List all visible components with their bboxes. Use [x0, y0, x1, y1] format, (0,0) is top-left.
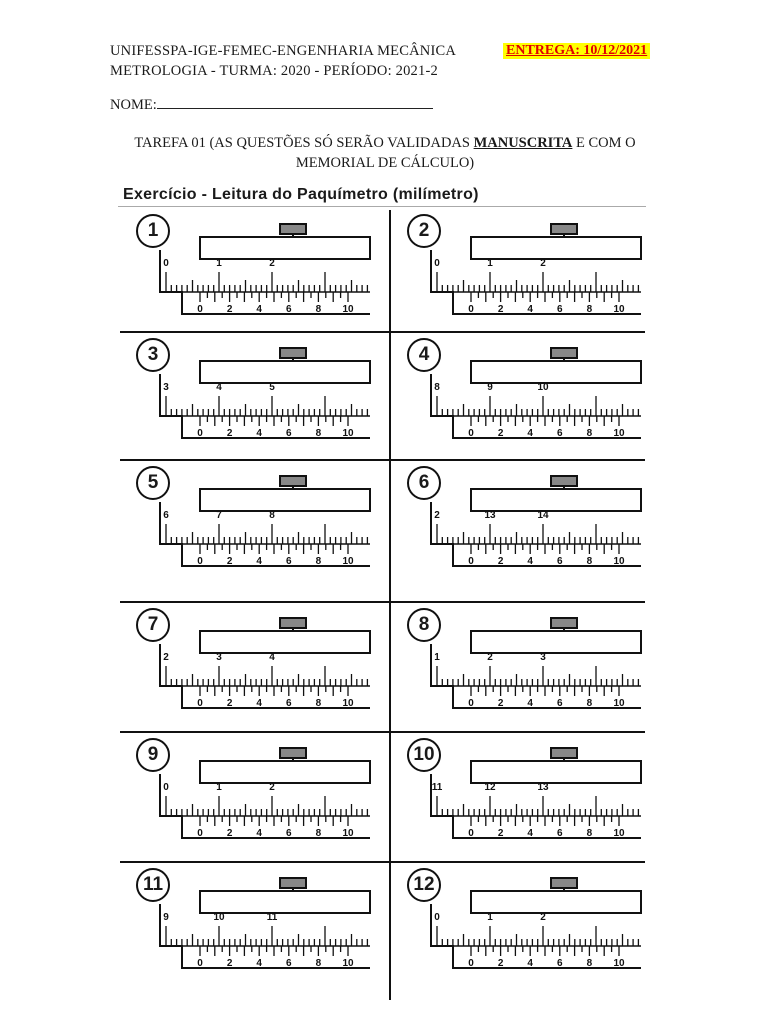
- vernier-scale-label: 10: [342, 958, 354, 969]
- vernier-scale-label: 10: [342, 828, 354, 839]
- vernier-scale-label: 6: [557, 304, 563, 315]
- main-scale-label: 12: [484, 782, 496, 793]
- exercise-number: 10: [407, 738, 441, 772]
- caliper-slider: [471, 237, 641, 259]
- exercise-10: [393, 736, 648, 858]
- vernier-scale-label: 2: [497, 698, 504, 709]
- main-scale-label: 4: [216, 382, 222, 393]
- main-scale-label: 2: [163, 652, 169, 663]
- caliper-drawing: [122, 866, 377, 988]
- exercise-number: 8: [407, 608, 441, 642]
- vernier-scale-label: 10: [342, 428, 354, 439]
- main-scale-label: 9: [487, 382, 493, 393]
- caliper-slider: [200, 489, 370, 511]
- task-text-1: TAREFA 01 (AS QUESTÕES SÓ SERÃO VALIDADAS: [134, 135, 474, 151]
- header-line-1: UNIFESSPA-IGE-FEMEC-ENGENHARIA MECÂNICA: [110, 43, 457, 59]
- vernier-scale-label: 2: [226, 698, 233, 709]
- main-scale-label: 9: [163, 912, 169, 923]
- main-scale-label: 8: [269, 510, 275, 521]
- caliper-slider: [471, 761, 641, 783]
- caliper-slider: [200, 631, 370, 653]
- vernier-scale-label: 8: [586, 828, 593, 839]
- vernier-scale-label: 6: [286, 828, 292, 839]
- main-scale-label: 0: [434, 258, 440, 269]
- main-scale-label: 2: [540, 912, 546, 923]
- vernier-scale-label: 4: [256, 556, 262, 567]
- vernier-scale-label: 8: [586, 304, 593, 315]
- vernier-scale-label: 0: [468, 698, 474, 709]
- vernier-scale-label: 4: [527, 428, 533, 439]
- vernier-scale-label: 6: [286, 428, 292, 439]
- vernier-scale-label: 2: [497, 958, 504, 969]
- vernier-scale-label: 4: [527, 958, 533, 969]
- vernier-scale-label: 8: [315, 698, 322, 709]
- exercise-5: [122, 464, 377, 586]
- main-scale-label: 1: [487, 258, 493, 269]
- lock-screw-icon: [551, 224, 577, 234]
- caliper-drawing: [393, 212, 648, 334]
- vernier-scale-label: 8: [315, 556, 322, 567]
- lock-screw-icon: [280, 878, 306, 888]
- main-scale-label: 2: [434, 510, 440, 521]
- vernier-scale-label: 2: [226, 428, 233, 439]
- lock-screw-icon: [551, 618, 577, 628]
- caliper-slider: [200, 361, 370, 383]
- exercise-number: 7: [136, 608, 170, 642]
- vernier-scale-label: 2: [497, 556, 504, 567]
- caliper-slider: [471, 631, 641, 653]
- vernier-scale-label: 10: [613, 958, 625, 969]
- vernier-scale-label: 6: [557, 428, 563, 439]
- vernier-scale-label: 4: [256, 828, 262, 839]
- vernier-scale-label: 2: [497, 428, 504, 439]
- vernier-scale-label: 10: [342, 698, 354, 709]
- vernier-scale-label: 6: [557, 958, 563, 969]
- exercise-number: 9: [136, 738, 170, 772]
- main-scale-label: 2: [540, 258, 546, 269]
- main-scale-label: 10: [213, 912, 225, 923]
- vernier-scale-label: 10: [342, 556, 354, 567]
- vernier-scale-label: 0: [468, 304, 474, 315]
- vernier-scale-label: 8: [315, 304, 322, 315]
- vernier-scale-label: 6: [286, 556, 292, 567]
- caliper-drawing: [393, 606, 648, 728]
- caliper-drawing: [122, 464, 377, 586]
- main-scale-label: 2: [487, 652, 493, 663]
- sheet-title: Exercício - Leitura do Paquímetro (milímetro): [123, 186, 479, 203]
- vernier-scale-label: 6: [557, 556, 563, 567]
- vernier-scale-label: 4: [256, 958, 262, 969]
- deadline-badge: ENTREGA: 10/12/2021: [503, 43, 650, 59]
- main-scale-label: 4: [269, 652, 275, 663]
- vernier-scale-label: 0: [197, 428, 203, 439]
- vernier-scale-label: 0: [197, 958, 203, 969]
- name-label: NOME:: [110, 97, 157, 113]
- vernier-scale-label: 0: [197, 828, 203, 839]
- main-scale-label: 13: [537, 782, 549, 793]
- task-text-2: E COM O MEMORIAL DE CÁLCULO): [295, 135, 636, 171]
- exercise-8: [393, 606, 648, 728]
- lock-screw-icon: [551, 878, 577, 888]
- caliper-slider: [471, 361, 641, 383]
- exercise-number: 3: [136, 338, 170, 372]
- vernier-scale-label: 10: [342, 304, 354, 315]
- vernier-scale-label: 4: [527, 556, 533, 567]
- exercise-4: [393, 336, 648, 458]
- main-scale-label: 2: [269, 258, 275, 269]
- exercise-number: 5: [136, 466, 170, 500]
- main-scale-label: 13: [484, 510, 496, 521]
- vernier-scale-label: 4: [256, 698, 262, 709]
- vernier-scale-label: 6: [557, 698, 563, 709]
- caliper-drawing: [393, 866, 648, 988]
- main-scale-label: 1: [487, 912, 493, 923]
- lock-screw-icon: [280, 224, 306, 234]
- main-scale-label: 6: [163, 510, 169, 521]
- vernier-scale-label: 4: [256, 304, 262, 315]
- main-scale-label: 11: [266, 912, 278, 923]
- caliper-drawing: [393, 736, 648, 858]
- vernier-scale-label: 0: [468, 428, 474, 439]
- vernier-scale-label: 8: [586, 958, 593, 969]
- exercise-12: [393, 866, 648, 988]
- caliper-slider: [471, 891, 641, 913]
- caliper-drawing: [122, 212, 377, 334]
- vernier-scale-label: 8: [586, 428, 593, 439]
- vernier-scale-label: 8: [315, 958, 322, 969]
- vernier-scale-label: 0: [468, 556, 474, 567]
- vernier-scale-label: 0: [197, 304, 203, 315]
- exercise-2: [393, 212, 648, 334]
- lock-screw-icon: [280, 748, 306, 758]
- exercise-number: 4: [407, 338, 441, 372]
- vernier-scale-label: 2: [226, 828, 233, 839]
- vernier-scale-label: 4: [527, 698, 533, 709]
- vernier-scale-label: 2: [497, 828, 504, 839]
- main-scale-label: 11: [431, 782, 443, 793]
- main-scale-label: 10: [537, 382, 549, 393]
- main-scale-label: 14: [537, 510, 549, 521]
- caliper-drawing: [393, 464, 648, 586]
- exercise-1: [122, 212, 377, 334]
- vernier-scale-label: 8: [315, 428, 322, 439]
- caliper-drawing: [122, 336, 377, 458]
- exercise-11: [122, 866, 377, 988]
- exercise-number: 1: [136, 214, 170, 248]
- main-scale-label: 3: [163, 382, 169, 393]
- vernier-scale-label: 10: [613, 304, 625, 315]
- lock-screw-icon: [280, 348, 306, 358]
- caliper-slider: [200, 237, 370, 259]
- vernier-scale-label: 4: [527, 828, 533, 839]
- vernier-scale-label: 4: [256, 428, 262, 439]
- lock-screw-icon: [551, 348, 577, 358]
- vernier-scale-label: 2: [497, 304, 504, 315]
- vernier-scale-label: 10: [613, 828, 625, 839]
- caliper-drawing: [122, 606, 377, 728]
- exercise-number: 11: [136, 868, 170, 902]
- vernier-scale-label: 10: [613, 698, 625, 709]
- lock-screw-icon: [280, 476, 306, 486]
- vernier-scale-label: 2: [226, 958, 233, 969]
- vernier-scale-label: 6: [557, 828, 563, 839]
- vernier-scale-label: 4: [527, 304, 533, 315]
- main-scale-label: 7: [216, 510, 222, 521]
- vernier-scale-label: 8: [586, 556, 593, 567]
- lock-screw-icon: [551, 476, 577, 486]
- main-scale-label: 0: [163, 782, 169, 793]
- vernier-scale-label: 0: [197, 698, 203, 709]
- exercise-number: 12: [407, 868, 441, 902]
- vernier-scale-label: 0: [197, 556, 203, 567]
- vernier-scale-label: 6: [286, 304, 292, 315]
- main-scale-label: 1: [216, 258, 222, 269]
- exercise-number: 6: [407, 466, 441, 500]
- exercise-number: 2: [407, 214, 441, 248]
- exercise-9: [122, 736, 377, 858]
- main-scale-label: 0: [163, 258, 169, 269]
- vernier-scale-label: 2: [226, 304, 233, 315]
- main-scale-label: 3: [216, 652, 222, 663]
- main-scale-label: 3: [540, 652, 546, 663]
- caliper-drawing: [122, 736, 377, 858]
- lock-screw-icon: [551, 748, 577, 758]
- vernier-scale-label: 2: [226, 556, 233, 567]
- main-scale-label: 2: [269, 782, 275, 793]
- vernier-scale-label: 6: [286, 698, 292, 709]
- vernier-scale-label: 0: [468, 958, 474, 969]
- task-emphasis: MANUSCRITA: [473, 135, 573, 151]
- main-scale-label: 5: [269, 382, 275, 393]
- vernier-scale-label: 8: [586, 698, 593, 709]
- main-scale-label: 8: [434, 382, 440, 393]
- exercise-7: [122, 606, 377, 728]
- main-scale-label: 0: [434, 912, 440, 923]
- exercise-6: [393, 464, 648, 586]
- vernier-scale-label: 10: [613, 556, 625, 567]
- caliper-slider: [200, 891, 370, 913]
- vernier-scale-label: 8: [315, 828, 322, 839]
- vernier-scale-label: 0: [468, 828, 474, 839]
- lock-screw-icon: [280, 618, 306, 628]
- main-scale-label: 1: [216, 782, 222, 793]
- caliper-drawing: [393, 336, 648, 458]
- vernier-scale-label: 6: [286, 958, 292, 969]
- caliper-slider: [471, 489, 641, 511]
- caliper-slider: [200, 761, 370, 783]
- header-line-2: METROLOGIA - TURMA: 2020 - PERÍODO: 2021-2: [110, 63, 438, 79]
- vernier-scale-label: 10: [613, 428, 625, 439]
- exercise-3: [122, 336, 377, 458]
- main-scale-label: 1: [434, 652, 440, 663]
